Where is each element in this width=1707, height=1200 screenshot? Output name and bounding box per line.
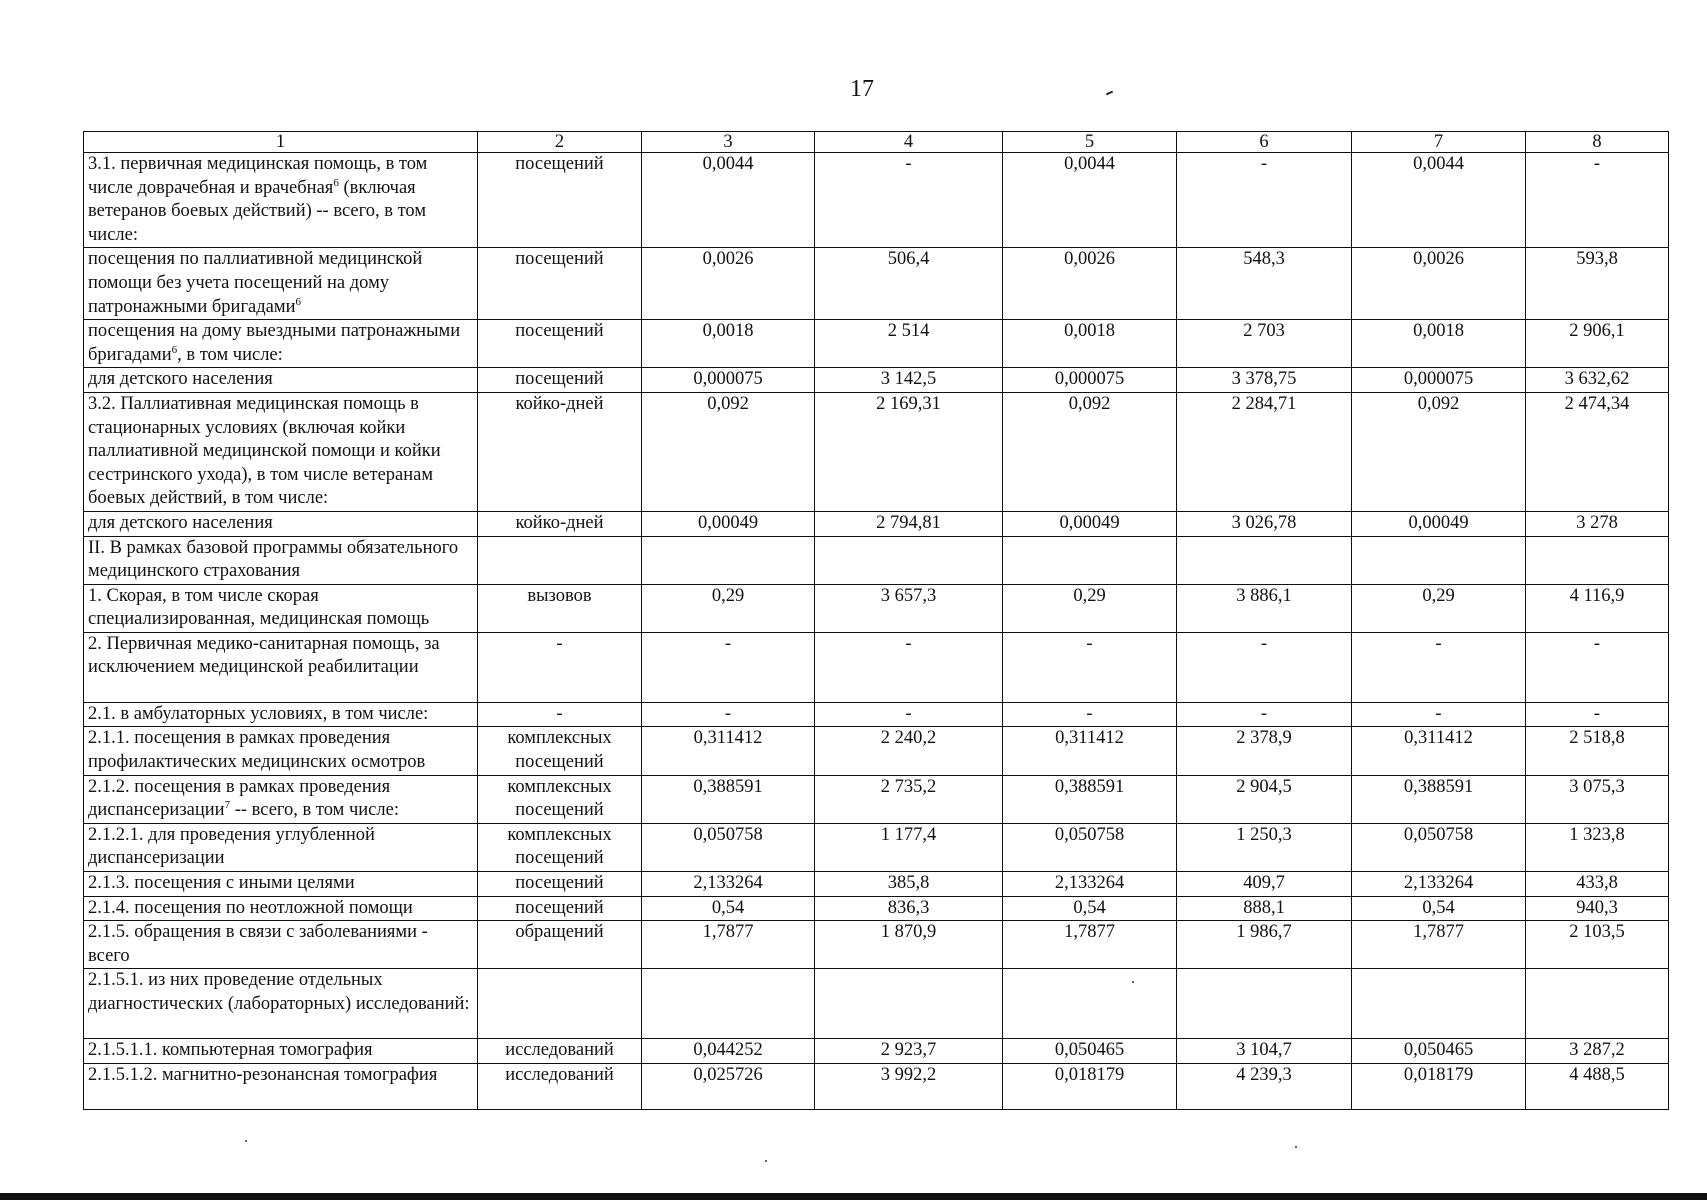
- value-cell: [815, 969, 1003, 1039]
- row-label: 2.1. в амбулаторных условиях, в том числе:: [84, 702, 478, 727]
- unit-cell: исследований: [478, 1039, 642, 1064]
- value-cell: 0,0026: [1003, 248, 1177, 320]
- unit-cell: посещений: [478, 153, 642, 248]
- row-label: II. В рамках базовой программы обязательного медицинского страхования: [84, 536, 478, 584]
- value-cell: 2 703: [1177, 320, 1352, 368]
- value-cell: 433,8: [1526, 872, 1669, 897]
- value-cell: 0,54: [642, 896, 815, 921]
- table-row: [84, 536, 1669, 584]
- unit-cell: посещений: [478, 320, 642, 368]
- value-cell: -: [642, 632, 815, 702]
- table-row: [84, 584, 1669, 632]
- value-cell: 3 632,62: [1526, 368, 1669, 393]
- table-row: [84, 823, 1669, 871]
- table-row: [84, 153, 1669, 248]
- value-cell: 1,7877: [1352, 921, 1526, 969]
- unit-cell: комплексных посещений: [478, 775, 642, 823]
- value-cell: -: [1526, 632, 1669, 702]
- row-label: 2.1.1. посещения в рамках проведения профилактических медицинских осмотров: [84, 727, 478, 775]
- table-row: [84, 392, 1669, 511]
- value-cell: 0,050465: [1352, 1039, 1526, 1064]
- value-cell: 0,0018: [1003, 320, 1177, 368]
- row-label: 2.1.4. посещения по неотложной помощи: [84, 896, 478, 921]
- value-cell: 2 735,2: [815, 775, 1003, 823]
- table-row: [84, 368, 1669, 393]
- value-cell: 3 378,75: [1177, 368, 1352, 393]
- value-cell: -: [1352, 702, 1526, 727]
- value-cell: 0,092: [1352, 392, 1526, 511]
- table-row: [84, 320, 1669, 368]
- value-cell: 3 026,78: [1177, 511, 1352, 536]
- value-cell: 3 657,3: [815, 584, 1003, 632]
- table-row: [84, 1064, 1669, 1110]
- value-cell: 0,0044: [1352, 153, 1526, 248]
- value-cell: [642, 536, 815, 584]
- row-label: 2.1.2.1. для проведения углубленной диспансеризации: [84, 823, 478, 871]
- value-cell: -: [815, 632, 1003, 702]
- row-label: 1. Скорая, в том числе скорая специализированная, медицинская помощь: [84, 584, 478, 632]
- value-cell: 0,018179: [1352, 1064, 1526, 1110]
- value-cell: 3 104,7: [1177, 1039, 1352, 1064]
- value-cell: 0,388591: [1003, 775, 1177, 823]
- value-cell: 0,54: [1352, 896, 1526, 921]
- value-cell: 2 514: [815, 320, 1003, 368]
- unit-cell: -: [478, 702, 642, 727]
- value-cell: [1526, 536, 1669, 584]
- value-cell: -: [815, 702, 1003, 727]
- value-cell: 3 075,3: [1526, 775, 1669, 823]
- table-row: [84, 248, 1669, 320]
- value-cell: 2 103,5: [1526, 921, 1669, 969]
- value-cell: -: [1526, 702, 1669, 727]
- value-cell: 0,311412: [1352, 727, 1526, 775]
- row-label: 2. Первичная медико-санитарная помощь, за исключением медицинской реабилитации: [84, 632, 478, 702]
- value-cell: 593,8: [1526, 248, 1669, 320]
- value-cell: [1003, 536, 1177, 584]
- unit-cell: койко-дней: [478, 511, 642, 536]
- value-cell: 2 240,2: [815, 727, 1003, 775]
- value-cell: 0,29: [642, 584, 815, 632]
- value-cell: [1003, 969, 1177, 1039]
- value-cell: 0,00049: [1003, 511, 1177, 536]
- table-row: [84, 702, 1669, 727]
- value-cell: -: [1177, 702, 1352, 727]
- value-cell: 0,0026: [1352, 248, 1526, 320]
- unit-cell: посещений: [478, 368, 642, 393]
- value-cell: [1352, 969, 1526, 1039]
- value-cell: [1177, 536, 1352, 584]
- value-cell: 3 992,2: [815, 1064, 1003, 1110]
- value-cell: [1352, 536, 1526, 584]
- value-cell: 2,133264: [1352, 872, 1526, 897]
- column-header: 8: [1526, 132, 1669, 153]
- value-cell: -: [1003, 632, 1177, 702]
- column-header: 4: [815, 132, 1003, 153]
- value-cell: 0,050758: [1352, 823, 1526, 871]
- value-cell: 0,311412: [642, 727, 815, 775]
- value-cell: 836,3: [815, 896, 1003, 921]
- table-row: [84, 921, 1669, 969]
- value-cell: 2,133264: [642, 872, 815, 897]
- value-cell: 0,54: [1003, 896, 1177, 921]
- table-row: [84, 632, 1669, 702]
- row-label: 2.1.5.1. из них проведение отдельных диагностических (лабораторных) исследований:: [84, 969, 478, 1039]
- column-header: 6: [1177, 132, 1352, 153]
- row-label: для детского населения: [84, 511, 478, 536]
- value-cell: 1 250,3: [1177, 823, 1352, 871]
- value-cell: -: [1526, 153, 1669, 248]
- row-label: 2.1.3. посещения с иными целями: [84, 872, 478, 897]
- scan-speck: [1132, 981, 1134, 983]
- scan-speck: [1295, 1146, 1297, 1148]
- unit-cell: комплексных посещений: [478, 727, 642, 775]
- footnote-ref: 7: [224, 799, 231, 812]
- value-cell: 0,311412: [1003, 727, 1177, 775]
- row-label: 2.1.2. посещения в рамках проведения диспансеризации$^7$ -- всего, в том числе:: [84, 775, 478, 823]
- table-row: [84, 775, 1669, 823]
- table-row: [84, 511, 1669, 536]
- unit-cell: вызовов: [478, 584, 642, 632]
- value-cell: 0,050758: [642, 823, 815, 871]
- value-cell: 2 794,81: [815, 511, 1003, 536]
- value-cell: 2 906,1: [1526, 320, 1669, 368]
- row-label: 2.1.5.1.1. компьютерная томография: [84, 1039, 478, 1064]
- footnote-ref: 6: [295, 295, 301, 308]
- value-cell: 888,1: [1177, 896, 1352, 921]
- unit-cell: комплексных посещений: [478, 823, 642, 871]
- unit-cell: обращений: [478, 921, 642, 969]
- scan-speck: [245, 1140, 247, 1142]
- value-cell: 0,092: [642, 392, 815, 511]
- column-header: 3: [642, 132, 815, 153]
- value-cell: 548,3: [1177, 248, 1352, 320]
- unit-cell: посещений: [478, 248, 642, 320]
- value-cell: 0,00049: [642, 511, 815, 536]
- value-cell: 4 239,3: [1177, 1064, 1352, 1110]
- row-label: 2.1.5. обращения в связи с заболеваниями - всего: [84, 921, 478, 969]
- value-cell: 0,0026: [642, 248, 815, 320]
- value-cell: 3 287,2: [1526, 1039, 1669, 1064]
- value-cell: -: [1003, 702, 1177, 727]
- table-body: [84, 153, 1669, 1110]
- table-row: [84, 969, 1669, 1039]
- unit-cell: [478, 536, 642, 584]
- column-header: 1: [84, 132, 478, 153]
- value-cell: 4 488,5: [1526, 1064, 1669, 1110]
- value-cell: 1 986,7: [1177, 921, 1352, 969]
- value-cell: -: [642, 702, 815, 727]
- value-cell: 0,0044: [642, 153, 815, 248]
- value-cell: 2 904,5: [1177, 775, 1352, 823]
- footnote-ref: 6: [171, 343, 178, 356]
- data-table: [83, 131, 1669, 1110]
- value-cell: 0,000075: [1352, 368, 1526, 393]
- value-cell: 0,050758: [1003, 823, 1177, 871]
- value-cell: 409,7: [1177, 872, 1352, 897]
- value-cell: 0,29: [1352, 584, 1526, 632]
- value-cell: 2 923,7: [815, 1039, 1003, 1064]
- value-cell: [1177, 969, 1352, 1039]
- unit-cell: посещений: [478, 872, 642, 897]
- value-cell: 3 886,1: [1177, 584, 1352, 632]
- value-cell: 1 177,4: [815, 823, 1003, 871]
- column-header: 7: [1352, 132, 1526, 153]
- value-cell: 3 278: [1526, 511, 1669, 536]
- value-cell: 3 142,5: [815, 368, 1003, 393]
- table-header-row: [84, 132, 1669, 153]
- value-cell: -: [1177, 632, 1352, 702]
- value-cell: 506,4: [815, 248, 1003, 320]
- value-cell: -: [1177, 153, 1352, 248]
- row-label: 3.2. Паллиативная медицинская помощь в стационарных условиях (включая койки паллиативной медицинской помощи и койки сестринского ухода), в том числе ветеранам боевых действий, в том числе:: [84, 392, 478, 511]
- row-label: посещения по паллиативной медицинской помощи без учета посещений на дому патронажными бригадами$^6$: [84, 248, 478, 320]
- value-cell: 1 870,9: [815, 921, 1003, 969]
- value-cell: 2 474,34: [1526, 392, 1669, 511]
- value-cell: 2 518,8: [1526, 727, 1669, 775]
- value-cell: 0,0044: [1003, 153, 1177, 248]
- row-label: посещения на дому выездными патронажными бригадами$^6$, в том числе:: [84, 320, 478, 368]
- table-row: [84, 872, 1669, 897]
- value-cell: [815, 536, 1003, 584]
- value-cell: 0,000075: [642, 368, 815, 393]
- unit-cell: исследований: [478, 1064, 642, 1110]
- value-cell: 0,0018: [642, 320, 815, 368]
- value-cell: [1526, 969, 1669, 1039]
- table-row: [84, 896, 1669, 921]
- value-cell: 1,7877: [642, 921, 815, 969]
- column-header: 5: [1003, 132, 1177, 153]
- value-cell: 1,7877: [1003, 921, 1177, 969]
- value-cell: 940,3: [1526, 896, 1669, 921]
- table-row: [84, 727, 1669, 775]
- value-cell: 4 116,9: [1526, 584, 1669, 632]
- value-cell: 0,29: [1003, 584, 1177, 632]
- value-cell: 0,000075: [1003, 368, 1177, 393]
- unit-cell: посещений: [478, 896, 642, 921]
- row-label: 2.1.5.1.2. магнитно-резонансная томография: [84, 1064, 478, 1110]
- value-cell: 0,092: [1003, 392, 1177, 511]
- row-label: для детского населения: [84, 368, 478, 393]
- value-cell: 0,044252: [642, 1039, 815, 1064]
- value-cell: 0,00049: [1352, 511, 1526, 536]
- scan-speck: [765, 1160, 767, 1162]
- page-number: 17: [850, 76, 874, 102]
- value-cell: 2,133264: [1003, 872, 1177, 897]
- value-cell: 1 323,8: [1526, 823, 1669, 871]
- value-cell: 0,050465: [1003, 1039, 1177, 1064]
- value-cell: 0,025726: [642, 1064, 815, 1110]
- column-header: 2: [478, 132, 642, 153]
- value-cell: 0,388591: [1352, 775, 1526, 823]
- unit-cell: -: [478, 632, 642, 702]
- value-cell: -: [1352, 632, 1526, 702]
- unit-cell: койко-дней: [478, 392, 642, 511]
- value-cell: 0,388591: [642, 775, 815, 823]
- value-cell: 2 378,9: [1177, 727, 1352, 775]
- value-cell: 385,8: [815, 872, 1003, 897]
- value-cell: 2 169,31: [815, 392, 1003, 511]
- value-cell: -: [815, 153, 1003, 248]
- value-cell: [642, 969, 815, 1039]
- footnote-ref: 6: [333, 176, 339, 189]
- unit-cell: [478, 969, 642, 1039]
- value-cell: 2 284,71: [1177, 392, 1352, 511]
- row-label: 3.1. первичная медицинская помощь, в том числе доврачебная и врачебная$^6$ (включая ветеранов боевых действий) -- всего, в том числе:: [84, 153, 478, 248]
- scan-bottom-edge: [0, 1193, 1707, 1200]
- table-row: [84, 1039, 1669, 1064]
- value-cell: 0,0018: [1352, 320, 1526, 368]
- value-cell: 0,018179: [1003, 1064, 1177, 1110]
